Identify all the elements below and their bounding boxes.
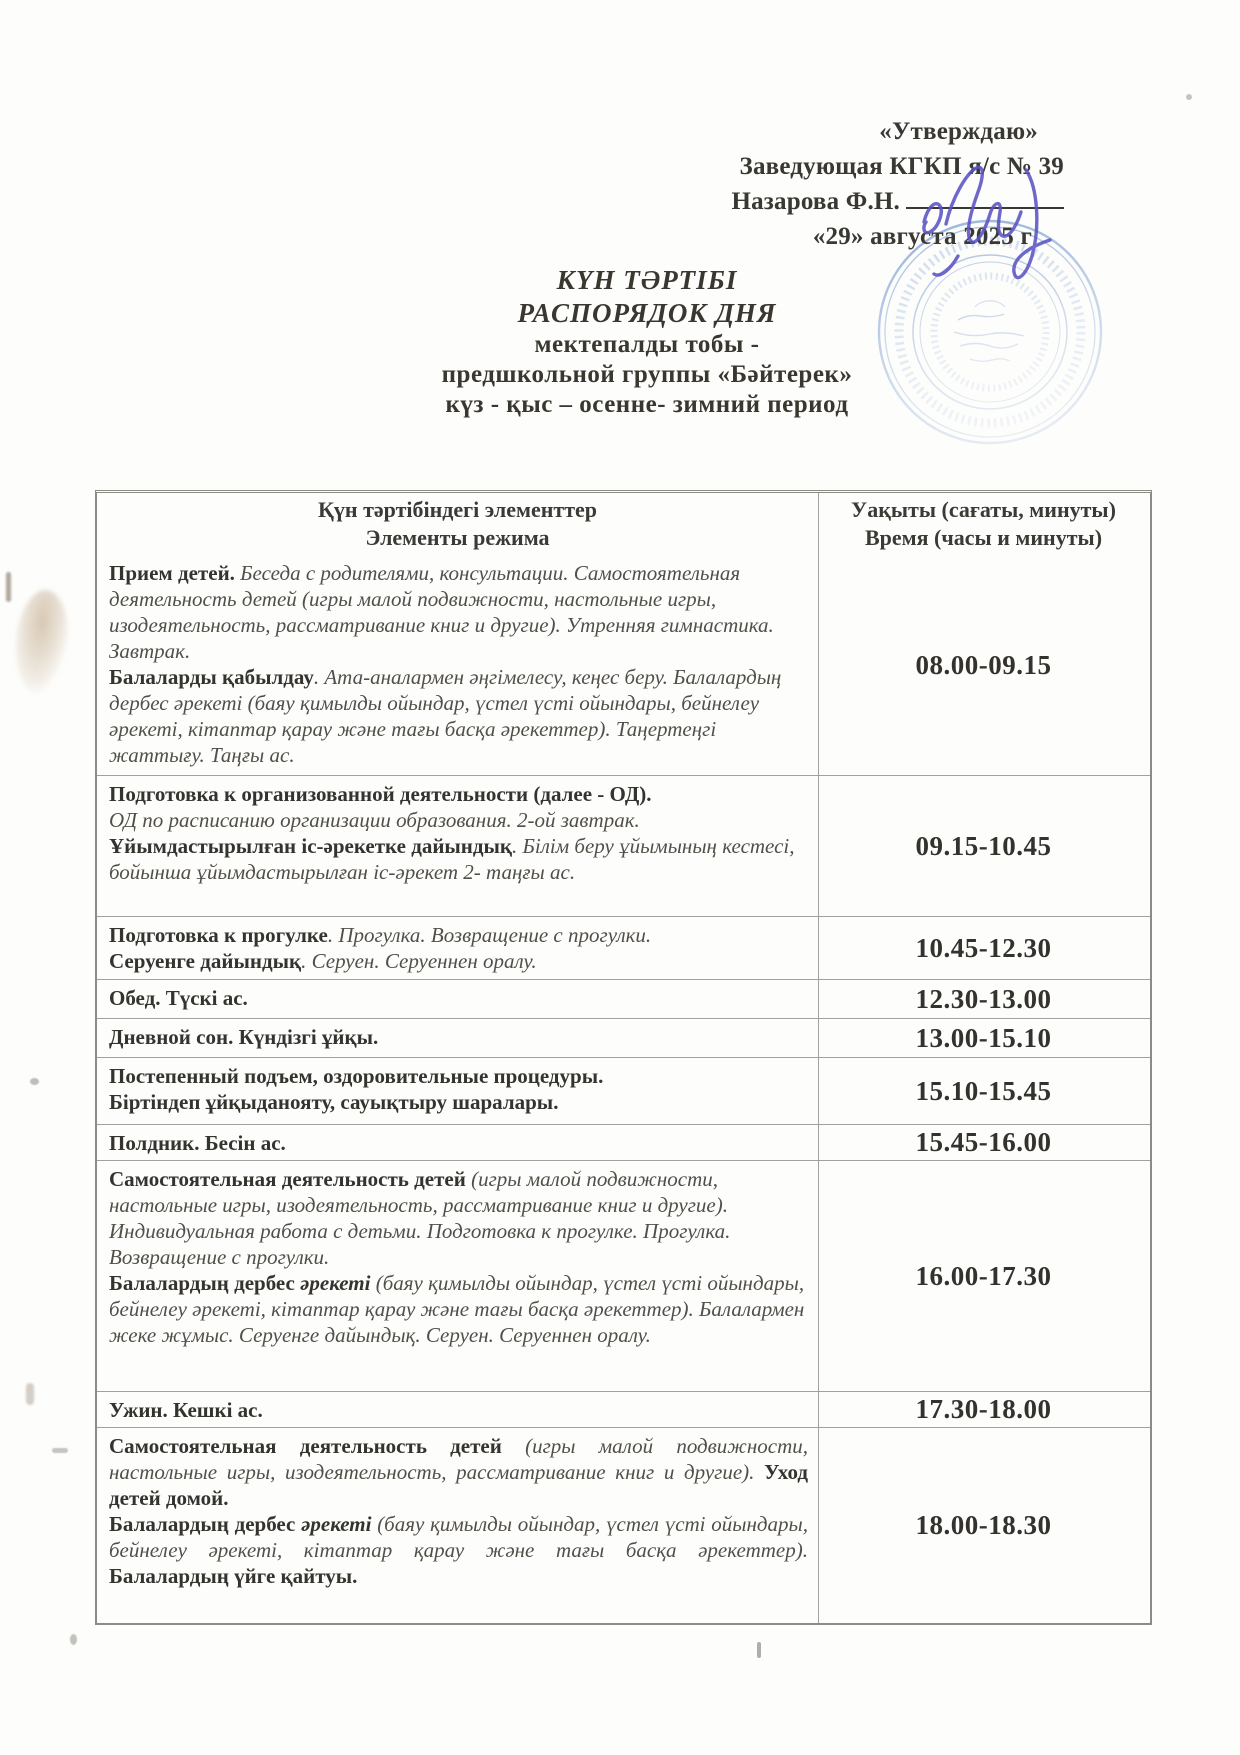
activity-paragraph — [109, 1270, 808, 1348]
activity-cell — [97, 776, 819, 916]
table-row — [97, 1057, 1150, 1124]
text-segment: Прием детей. — [109, 561, 241, 585]
time-range: 15.45-16.00 — [915, 1127, 1052, 1157]
time-cell — [819, 1058, 1148, 1124]
time-cell — [819, 980, 1148, 1018]
text-segment: Постепенный подъем, оздоровительные процедуры. — [109, 1064, 604, 1088]
header-activity-kk: Қүн тәртібіндегі элементтер — [317, 497, 598, 522]
header-activity-cell — [97, 493, 819, 555]
activity-paragraph — [109, 807, 808, 833]
activity-cell — [97, 1058, 819, 1124]
header-time-kk: Уақыты (сағаты, минуты) — [851, 497, 1116, 522]
scan-smudge — [9, 587, 75, 697]
text-segment: . Ата-аналармен әңгімелесу, кеңес беру. Балалардың дербес әрекеті (баяу қимылды ойындар, үстел үсті ойындары, бейнелеу әрекеті, кітаптар қарау және тағы басқа әрекеттер). Таңертеңгі жаттығу. Таңғы ас. — [109, 665, 782, 767]
text-segment: Подготовка к прогулке — [109, 923, 328, 947]
activity-cell — [97, 1161, 819, 1391]
time-range: 10.45-12.30 — [915, 932, 1052, 963]
time-cell — [819, 1161, 1148, 1391]
activity-paragraph — [109, 664, 808, 768]
title-group-ru: предшкольной группы «Бәйтерек» — [441, 361, 853, 388]
activity-cell — [97, 555, 819, 775]
activity-cell — [97, 1125, 819, 1160]
text-segment: Самостоятельная деятельность детей — [109, 1434, 526, 1458]
table-row — [97, 775, 1150, 916]
activity-paragraph — [109, 1397, 808, 1423]
schedule-table-rows — [97, 555, 1150, 1623]
table-row — [97, 555, 1150, 775]
table-row — [97, 1124, 1150, 1160]
time-cell — [819, 776, 1148, 916]
table-header-row — [97, 493, 1150, 555]
table-row — [97, 979, 1150, 1018]
activity-paragraph — [109, 1063, 808, 1089]
text-segment: Балалардың дербес — [109, 1271, 301, 1295]
activity-paragraph — [109, 560, 808, 664]
text-segment: Дневной сон. Күндізгі ұйқы. — [109, 1025, 379, 1049]
activity-paragraph — [109, 1089, 808, 1115]
scan-mark — [1186, 94, 1192, 100]
header-time-ru: Время (часы и минуты) — [864, 525, 1103, 550]
title-period: күз - қыс – осенне- зимний период — [445, 391, 849, 418]
title-line-kk: КҮН ТӘРТІБІ — [556, 265, 738, 295]
text-segment: Ужин. Кешкі ас. — [109, 1398, 263, 1422]
table-row — [97, 1427, 1150, 1623]
scan-mark — [757, 1642, 761, 1658]
title-group-kk: мектепалды тобы - — [534, 331, 760, 358]
activity-paragraph — [109, 922, 808, 948]
time-range: 15.10-15.45 — [915, 1075, 1052, 1106]
approval-position: Заведующая КГКП я/с № 39 — [739, 153, 1064, 180]
activity-cell — [97, 1019, 819, 1057]
text-segment: . Білім беру ұйымының кестесі, бойынша ұйымдастырылған іс-әрекет 2- таңғы ас. — [109, 834, 795, 884]
text-segment: (баяу қимылды ойындар, үстел үсті ойындары, бейнелеу әрекеті, кітаптар қарау және тағы басқа әрекеттер). — [109, 1512, 808, 1562]
scan-mark — [52, 1448, 68, 1453]
time-range: 18.00-18.30 — [915, 1510, 1052, 1540]
text-segment: Біртіндеп ұйқыданояту, сауықтыру шаралары. — [109, 1090, 559, 1114]
text-segment: (игры малой подвижности, настольные игры, изодеятельность, рассматривание книг и другие). — [109, 1434, 808, 1484]
time-cell — [819, 1019, 1148, 1057]
activity-paragraph — [109, 781, 808, 807]
text-segment: Обед. Түскі ас. — [109, 986, 248, 1010]
text-segment: (баяу қимылды ойындар, үстел үсті ойындары, бейнелеу әрекеті, кітаптар қарау және тағы басқа әрекеттер). Балалармен жеке жұмыс. Серуенге дайындық. Серуен. Серуеннен оралу. — [109, 1271, 805, 1347]
text-segment: (игры малой подвижности, настольные игры, изодеятельность, рассматривание книг и другие). Индивидуальная работа с детьми. Подготовка к прогулке. Прогулка. Возвращение с прогулки. — [109, 1167, 731, 1269]
text-segment: Полдник. Бесін ас. — [109, 1131, 286, 1155]
activity-paragraph — [109, 948, 808, 974]
time-cell — [819, 1392, 1148, 1427]
time-range: 12.30-13.00 — [915, 983, 1052, 1014]
activity-paragraph — [109, 1024, 808, 1050]
time-range: 09.15-10.45 — [915, 830, 1052, 861]
time-cell — [819, 555, 1148, 775]
scan-mark — [6, 572, 11, 602]
activity-paragraph — [109, 985, 808, 1011]
activity-paragraph — [109, 1130, 808, 1156]
text-segment: Самостоятельная деятельность детей — [109, 1167, 472, 1191]
title-line-ru: РАСПОРЯДОК ДНЯ — [517, 298, 777, 328]
approval-name: Назарова Ф.Н. — [731, 188, 900, 215]
activity-paragraph — [109, 1511, 808, 1589]
text-segment: Балалардың дербес — [109, 1512, 302, 1536]
activity-cell — [97, 1428, 819, 1623]
activity-cell — [97, 980, 819, 1018]
activity-paragraph — [109, 1166, 808, 1270]
text-segment: Балалардың үйге қайтуы. — [109, 1564, 358, 1588]
text-segment: әрекеті — [300, 1271, 376, 1295]
schedule-table — [95, 490, 1152, 1625]
text-segment: . Прогулка. Возвращение с прогулки. — [327, 923, 652, 947]
time-cell — [819, 1428, 1148, 1623]
time-range: 17.30-18.00 — [915, 1394, 1052, 1424]
text-segment: Ұйымдастырылған іс-әрекетке дайындық — [109, 834, 513, 858]
table-row — [97, 916, 1150, 979]
text-segment: ОД по расписанию организации образования. 2-ой завтрак. — [109, 808, 640, 832]
header-activity-ru: Элементы режима — [365, 525, 550, 550]
time-range: 13.00-15.10 — [915, 1022, 1052, 1053]
time-cell — [819, 917, 1148, 979]
text-segment: . Серуен. Серуеннен оралу. — [301, 949, 537, 973]
text-segment: Серуенге дайындық — [109, 949, 302, 973]
approval-utverzhdayu: «Утверждаю» — [879, 118, 1038, 145]
header-time-cell — [819, 493, 1148, 555]
text-segment: әрекеті — [301, 1512, 378, 1536]
table-row — [97, 1160, 1150, 1391]
activity-paragraph — [109, 833, 808, 885]
table-row — [97, 1018, 1150, 1057]
activity-cell — [97, 1392, 819, 1427]
text-segment: Уход детей домой. — [109, 1460, 808, 1510]
scan-mark — [70, 1634, 77, 1645]
text-segment: Подготовка к организованной деятельности (далее - ОД). — [109, 782, 652, 806]
time-cell — [819, 1125, 1148, 1160]
time-range: 16.00-17.30 — [915, 1260, 1052, 1291]
table-row — [97, 1391, 1150, 1427]
scan-mark — [30, 1078, 39, 1085]
handwritten-signature — [898, 160, 1088, 290]
text-segment: Балаларды қабылдау — [109, 665, 314, 689]
time-range: 08.00-09.15 — [915, 649, 1052, 680]
activity-paragraph — [109, 1433, 808, 1511]
scan-mark — [26, 1383, 34, 1405]
approval-date: «29» августа 2025 г — [812, 223, 1032, 250]
activity-cell — [97, 917, 819, 979]
text-segment: Беседа с родителями, консультации. Самостоятельная деятельность детей (игры малой подвижности, настольные игры, изодеятельность, рассматривание книг и другие). Утренняя гимнастика. Завтрак. — [109, 561, 774, 663]
